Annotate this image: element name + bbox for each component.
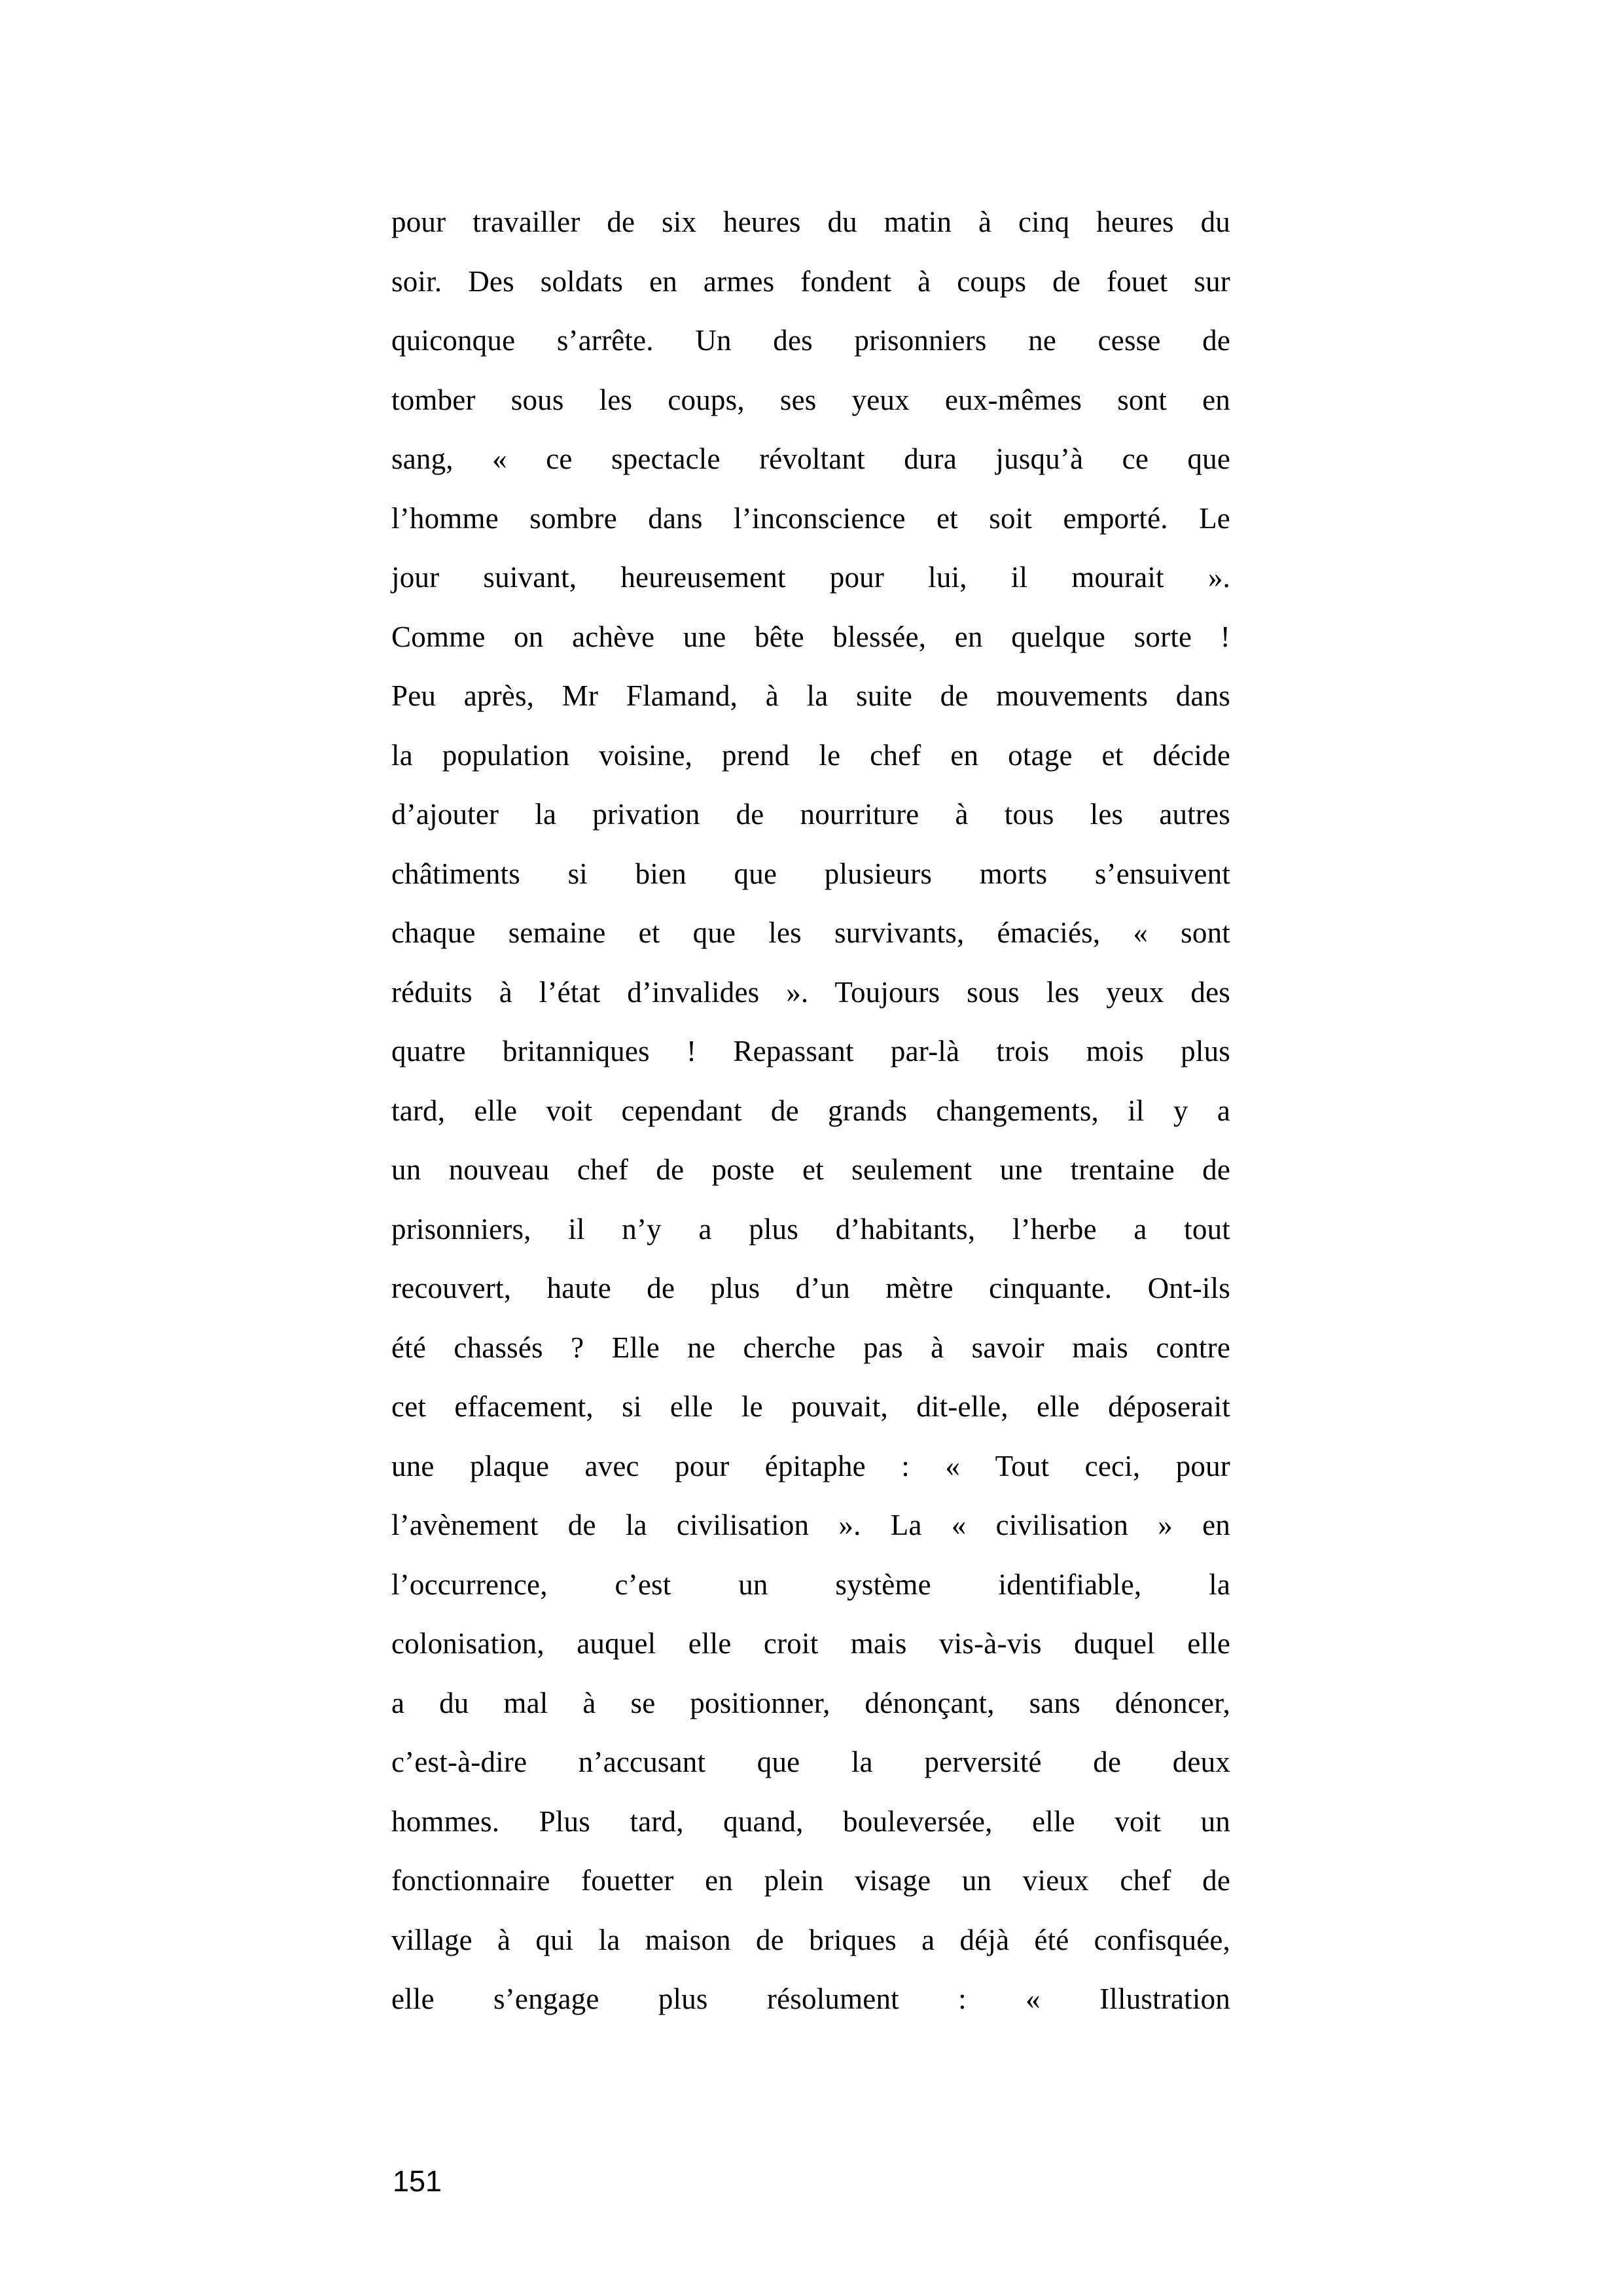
- text-line: soir. Des soldats en armes fondent à coups de fouet sur: [391, 264, 1230, 298]
- text-line: cet effacement, si elle le pouvait, dit-elle, elle déposerait: [391, 1390, 1230, 1423]
- text-line: jour suivant, heureusement pour lui, il mourait ».: [391, 561, 1230, 594]
- text-line: village à qui la maison de briques a déjà été confisquée,: [391, 1923, 1230, 1956]
- text-line: l’homme sombre dans l’inconscience et soit emporté. Le: [391, 501, 1230, 535]
- text-line: c’est-à-dire n’accusant que la perversité de deux: [391, 1746, 1230, 1778]
- text-line: un nouveau chef de poste et seulement une trentaine de: [391, 1153, 1230, 1186]
- text-line: tard, elle voit cependant de grands changements, il y a: [391, 1094, 1230, 1127]
- text-line: la population voisine, prend le chef en otage et décide: [391, 738, 1230, 772]
- text-line: d’ajouter la privation de nourriture à tous les autres: [391, 798, 1230, 831]
- text-line: Comme on achève une bête blessée, en quelque sorte !: [391, 620, 1230, 653]
- text-line: hommes. Plus tard, quand, bouleversée, elle voit un: [391, 1804, 1230, 1838]
- text-line: l’occurrence, c’est un système identifiable, la: [391, 1568, 1230, 1601]
- text-line: prisonniers, il n’y a plus d’habitants, l’herbe a tout: [391, 1212, 1230, 1246]
- text-line: recouvert, haute de plus d’un mètre cinquante. Ont-ils: [391, 1272, 1230, 1304]
- page-number: 151: [393, 2164, 442, 2198]
- text-line: châtiments si bien que plusieurs morts s’ensuivent: [391, 857, 1230, 890]
- text-line: elle s’engage plus résolument : « Illustration: [391, 1982, 1230, 2015]
- text-line: quiconque s’arrête. Un des prisonniers ne cesse de: [391, 324, 1230, 357]
- text-line: Peu après, Mr Flamand, à la suite de mouvements dans: [391, 679, 1230, 712]
- body-text-paragraph: [391, 192, 1230, 2029]
- text-line: sang, « ce spectacle révoltant dura jusqu’à ce que: [391, 442, 1230, 475]
- text-line: réduits à l’état d’invalides ». Toujours sous les yeux des: [391, 975, 1230, 1009]
- text-line: chaque semaine et que les survivants, émaciés, « sont: [391, 916, 1230, 949]
- text-line: été chassés ? Elle ne cherche pas à savoir mais contre: [391, 1331, 1230, 1364]
- text-line: quatre britanniques ! Repassant par-là trois mois plus: [391, 1035, 1230, 1067]
- text-line: a du mal à se positionner, dénonçant, sans dénoncer,: [391, 1686, 1230, 1719]
- text-line: fonctionnaire fouetter en plein visage un vieux chef de: [391, 1864, 1230, 1897]
- text-line: l’avènement de la civilisation ». La « civilisation » en: [391, 1509, 1230, 1541]
- text-line: une plaque avec pour épitaphe : « Tout ceci, pour: [391, 1449, 1230, 1482]
- text-line: tomber sous les coups, ses yeux eux-mêmes sont en: [391, 383, 1230, 416]
- text-line: colonisation, auquel elle croit mais vis-à-vis duquel elle: [391, 1627, 1230, 1660]
- text-line: pour travailler de six heures du matin à cinq heures du: [391, 206, 1230, 238]
